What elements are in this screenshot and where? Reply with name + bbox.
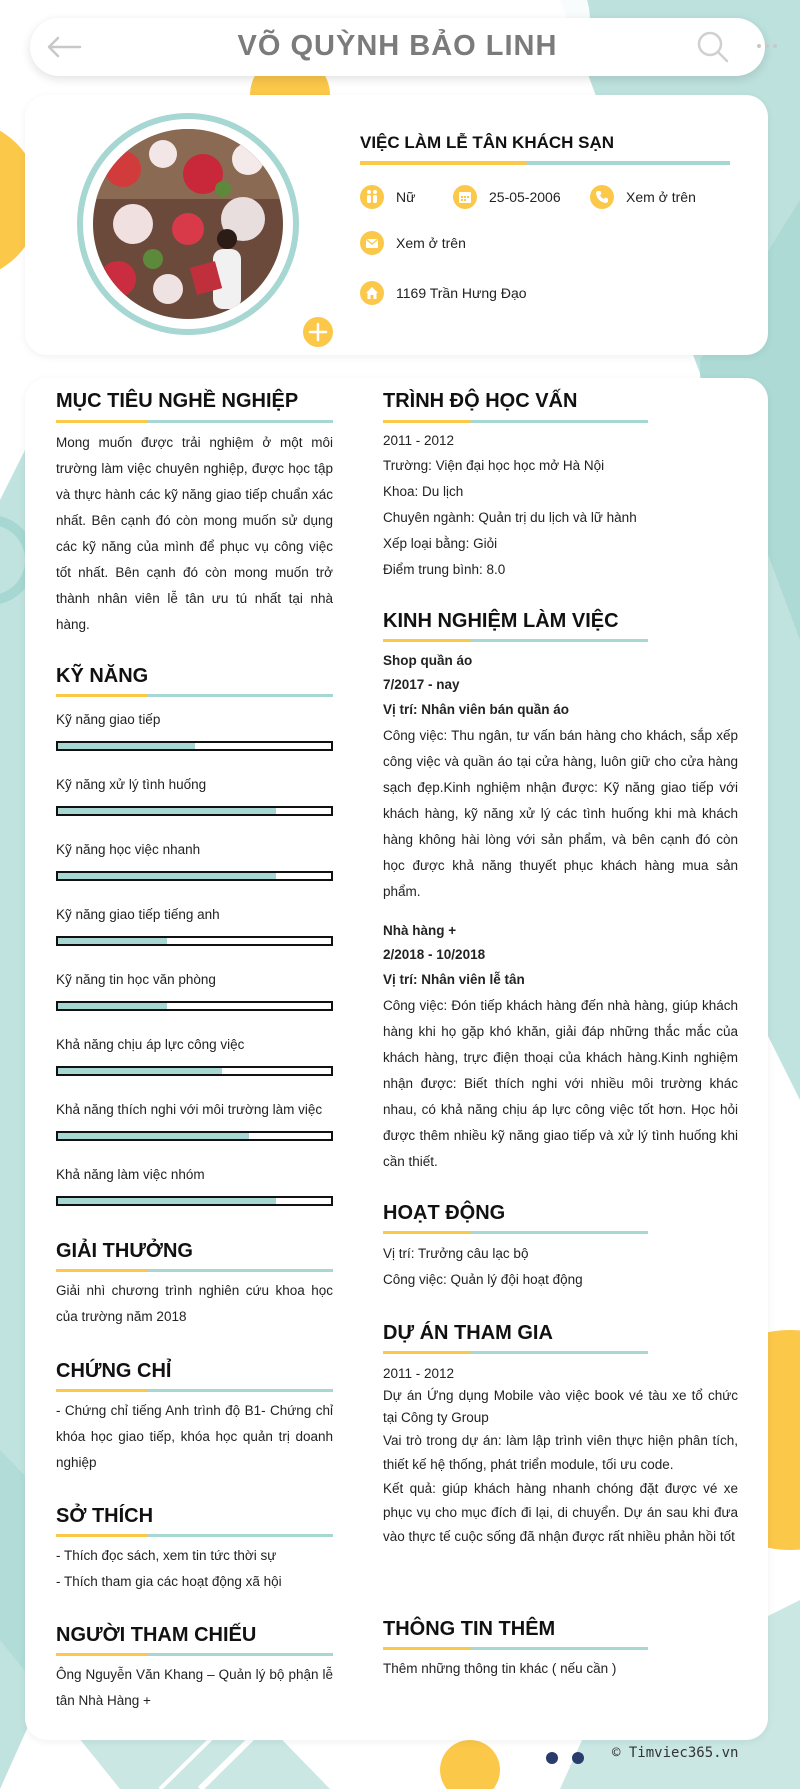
job-company: Nhà hàng + — [383, 923, 457, 938]
project-result: Kết quả: giúp khách hàng nhanh chóng đặt được vé xe phục vụ cho mục đích đi lại, di chuyển. Dự án sau khi đưa vào thực tế cuộc sống đã nhận được rất nhiều phản hồi tốt — [383, 1481, 738, 1544]
activity-line: Vị trí: Trưởng câu lạc bộ — [383, 1246, 529, 1261]
more-options-icon[interactable] — [752, 36, 782, 56]
skill-label: Khả năng làm việc nhóm — [56, 1167, 205, 1182]
skill-bar-fill — [58, 873, 276, 879]
footer-copyright: © Timviec365.vn — [612, 1745, 739, 1761]
upload-photo-button[interactable] — [300, 314, 336, 350]
skill-label: Khả năng chịu áp lực công việc — [56, 1037, 245, 1052]
section-underline — [383, 1351, 648, 1354]
birthday-item — [453, 185, 561, 209]
section-underline — [383, 1647, 648, 1650]
awards-title: GIẢI THƯỞNG — [56, 1240, 193, 1262]
skill-label: Kỹ năng học việc nhanh — [56, 842, 201, 857]
section-underline — [383, 639, 648, 642]
address-value: 1169 Trần Hưng Đạo — [396, 285, 527, 301]
skill-bar-fill — [58, 1068, 222, 1074]
job-period: 7/2017 - nay — [383, 677, 460, 692]
candidate-name: VÕ QUỲNH BẢO LINH — [237, 30, 558, 62]
profile-card — [25, 95, 768, 355]
job-period: 2/2018 - 10/2018 — [383, 947, 486, 962]
search-icon[interactable] — [696, 30, 730, 64]
job-position: Vị trí: Nhân viên lễ tân — [383, 972, 525, 987]
skill-label: Kỹ năng tin học văn phòng — [56, 972, 216, 987]
content-card — [25, 378, 768, 1740]
objective-text: Mong muốn được trải nghiệm ở một môi trường làm việc chuyên nghiệp, được học tập và thực hành các kỹ năng giao tiếp chuẩn xác nhất. Bên cạnh đó còn mong muốn sử dụng các kỹ năng của mình để phục vụ công việc tốt nhất. Bên cạnh đó còn mong muốn trở thành nhân viên lễ tân ưu tú nhất tại nhà hàng. — [56, 435, 333, 632]
references-text: Ông Nguyễn Văn Khang – Quản lý bộ phận lễ tân Nhà Hàng + — [56, 1667, 333, 1708]
certificates-title: CHỨNG CHỈ — [56, 1360, 172, 1382]
objective-title: MỤC TIÊU NGHỀ NGHIỆP — [56, 390, 299, 412]
phone-icon — [590, 185, 614, 209]
certificates-text: - Chứng chỉ tiếng Anh trình độ B1- Chứng chỉ khóa học giao tiếp, khóa học quản trị doanh nghiệp — [56, 1403, 333, 1470]
top-bar — [30, 18, 765, 76]
hobbies-title: SỞ THÍCH — [56, 1505, 154, 1527]
gender-value: Nữ — [396, 189, 416, 205]
calendar-icon — [453, 185, 477, 209]
email-item — [360, 231, 466, 255]
gender-item — [360, 185, 415, 209]
skills-title: KỸ NĂNG — [56, 665, 149, 687]
project-description: Dự án Ứng dụng Mobile vào việc book vé tàu xe tổ chức tại Công ty Group — [383, 1388, 738, 1425]
extra-text: Thêm những thông tin khác ( nếu cần ) — [383, 1661, 617, 1676]
extra-title: THÔNG TIN THÊM — [383, 1618, 556, 1640]
title-underline — [360, 161, 730, 165]
skill-bar — [56, 1001, 333, 1011]
phone-value: Xem ở trên — [626, 189, 696, 205]
skill-bar — [56, 1196, 333, 1206]
birthday-value: 25-05-2006 — [489, 189, 561, 205]
references-title: NGƯỜI THAM CHIẾU — [56, 1624, 257, 1646]
section-underline — [56, 1534, 333, 1537]
section-underline — [383, 1231, 648, 1234]
address-item — [360, 281, 527, 305]
education-title: TRÌNH ĐỘ HỌC VẤN — [383, 390, 578, 412]
avatar-photo — [93, 129, 283, 319]
job-title: VIỆC LÀM LỄ TÂN KHÁCH SẠN — [360, 133, 615, 152]
activities-title: HOẠT ĐỘNG — [383, 1202, 506, 1224]
skill-label: Kỹ năng giao tiếp — [56, 712, 161, 727]
skill-bar-fill — [58, 1003, 167, 1009]
education-faculty: Khoa: Du lịch — [383, 484, 464, 499]
education-major: Chuyên ngành: Quản trị du lịch và lữ hành — [383, 510, 637, 525]
hobby-item: - Thích tham gia các hoạt động xã hội — [56, 1574, 282, 1589]
awards-text: Giải nhì chương trình nghiên cứu khoa học của trường năm 2018 — [56, 1283, 333, 1324]
plus-icon — [303, 317, 333, 347]
job-company: Shop quần áo — [383, 653, 473, 668]
project-role: Vai trò trong dự án: làm lập trình viên thực hiện phân tích, thiết kế hệ thống, phát triển module, tối ưu code. — [383, 1433, 738, 1472]
skill-bar — [56, 806, 333, 816]
skill-bar-fill — [58, 808, 276, 814]
education-rank: Xếp loại bằng: Giỏi — [383, 536, 498, 551]
section-underline — [56, 1269, 333, 1272]
job-description: Công việc: Thu ngân, tư vấn bán hàng cho khách, sắp xếp công việc và quần áo tại cửa hàng, luôn giữ cho cửa hàng sạch đẹp.Kinh nghiệm nhận được: Kỹ năng giao tiếp với khách hàng, kỹ năng xử lý các tình huống khi mà khách hàng không hài lòng với sản phẩm, và bên cạnh đó còn học được khả năng thuyết phục khách hàng mua sản phẩm. — [383, 728, 738, 899]
skill-bar-fill — [58, 1198, 276, 1204]
avatar-frame — [77, 113, 299, 335]
skill-bar — [56, 936, 333, 946]
hobby-item: - Thích đọc sách, xem tin tức thời sự — [56, 1548, 277, 1563]
home-icon — [360, 281, 384, 305]
education-gpa: Điểm trung bình: 8.0 — [383, 562, 506, 577]
phone-item — [590, 185, 696, 209]
section-underline — [383, 420, 648, 423]
skill-bar-fill — [58, 938, 167, 944]
education-school: Trường: Viện đại học học mở Hà Nội — [383, 458, 605, 473]
skill-bar — [56, 871, 333, 881]
section-underline — [56, 420, 333, 423]
activity-line: Công việc: Quản lý đội hoạt động — [383, 1272, 583, 1287]
avatar[interactable] — [93, 129, 283, 319]
skill-label: Kỹ năng xử lý tình huống — [56, 777, 207, 792]
job-description: Công việc: Đón tiếp khách hàng đến nhà hàng, giúp khách hàng khi họ gặp khó khăn, giải đáp những thắc mắc của khách hàng, trực điện thoại của khách hàng.Kinh nghiệm nhận được: Biết thích nghi với nhiều môi trường khác nhau, có khả năng chịu áp lực công việc tốt hơn. Học hỏi được thêm nhiều kỹ năng giao tiếp và xử lý tình huống khi cần thiết. — [383, 998, 738, 1169]
skill-bar — [56, 1131, 333, 1141]
skill-bar — [56, 741, 333, 751]
skill-bar-fill — [58, 1133, 249, 1139]
email-icon — [360, 231, 384, 255]
projects-title: DỰ ÁN THAM GIA — [383, 1322, 553, 1344]
email-value: Xem ở trên — [396, 235, 466, 251]
section-underline — [56, 1653, 333, 1656]
experience-title: KINH NGHIỆM LÀM VIỆC — [383, 610, 619, 632]
skill-bar — [56, 1066, 333, 1076]
skill-bar-fill — [58, 743, 195, 749]
skill-label: Khả năng thích nghi với môi trường làm việc — [56, 1102, 323, 1117]
gender-icon — [360, 185, 384, 209]
section-underline — [56, 1389, 333, 1392]
job-position: Vị trí: Nhân viên bán quần áo — [383, 702, 570, 717]
education-period: 2011 - 2012 — [383, 433, 455, 448]
skill-label: Kỹ năng giao tiếp tiếng anh — [56, 907, 220, 922]
project-period: 2011 - 2012 — [383, 1366, 455, 1381]
section-underline — [56, 694, 333, 697]
